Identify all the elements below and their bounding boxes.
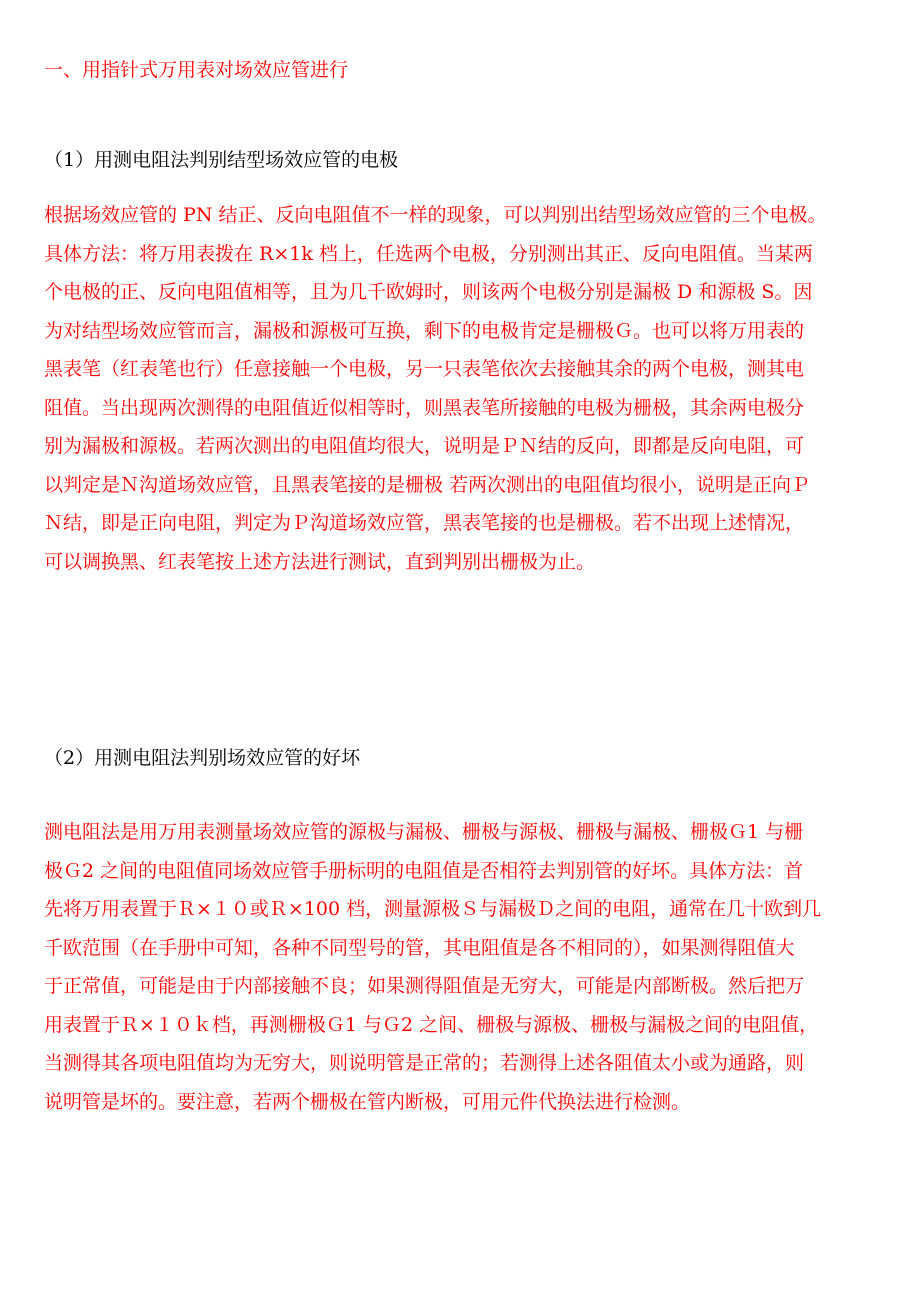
paragraph-line: 阻值。当出现两次测得的电阻值近似相等时，则黑表笔所接触的电极为栅极，其余两电极分: [44, 396, 805, 419]
paragraph-line: 以判定是Ｎ沟道场效应管，且黑表笔接的是栅极 若两次测出的电阻值均很小，说明是正向Ｐ: [44, 473, 811, 496]
paragraph-line: 个电极的正、反向电阻值相等，且为几千欧姆时，则该两个电极分别是漏极 D 和源极 S。因: [44, 281, 813, 303]
paragraph-line: 测电阻法是用万用表测量场效应管的源极与漏极、栅极与源极、栅极与漏极、栅极Ｇ1 与栅: [44, 821, 804, 843]
paragraph-line: 为对结型场效应管而言，漏极和源极可互换，剩下的电极肯定是栅极Ｇ。也可以将万用表的: [44, 319, 805, 342]
section-1-heading: （1）用测电阻法判别结型场效应管的电极: [44, 149, 399, 171]
paragraph-line: 可以调换黑、红表笔按上述方法进行测试，直到判别出栅极为止。: [44, 550, 596, 573]
paragraph-line: 千欧范围（在手册中可知，各种不同型号的管，其电阻值是各不相同的），如果测得阻值大: [44, 936, 795, 959]
section-2-heading: （2）用测电阻法判别场效应管的好坏: [44, 747, 361, 769]
paragraph-line: 具体方法：将万用表拨在 R×1k 档上，任选两个电极，分别测出其正、反向电阻值。当某两: [44, 242, 813, 265]
paragraph-line: 别为漏极和源极。若两次测出的电阻值均很大，说明是ＰＮ结的反向，即都是反向电阻，可: [44, 435, 805, 457]
paragraph-line: Ｎ结，即是正向电阻，判定为Ｐ沟道场效应管，黑表笔接的也是栅极。若不出现上述情况，: [44, 512, 805, 534]
document-title: 一、用指针式万用表对场效应管进行: [44, 59, 349, 81]
section-1-paragraph: [44, 196, 882, 581]
paragraph-line: 根据场效应管的 PN 结正、反向电阻值不一样的现象，可以判别出结型场效应管的三个电极。: [44, 204, 827, 226]
paragraph-line: 用表置于Ｒ×１０ｋ档，再测栅极Ｇ1 与Ｇ2 之间、栅极与源极、栅极与漏极之间的电阻值，: [44, 1013, 819, 1036]
paragraph-line: 当测得其各项电阻值均为无穷大，则说明管是正常的；若测得上述各阻值太小或为通路，则: [44, 1052, 805, 1074]
paragraph-line: 说明管是坏的。要注意，若两个栅极在管内断极，可用元件代换法进行检测。: [44, 1090, 691, 1113]
section-2-paragraph: [44, 813, 882, 1121]
paragraph-line: 黑表笔（红表笔也行）任意接触一个电极，另一只表笔依次去接触其余的两个电极，测其电: [44, 358, 805, 380]
paragraph-line: 极Ｇ2 之间的电阻值同场效应管手册标明的电阻值是否相符去判别管的好坏。具体方法：首: [44, 859, 804, 882]
paragraph-line: 先将万用表置于Ｒ×１０或Ｒ×100 档，测量源极Ｓ与漏极Ｄ之间的电阻，通常在几十欧到几: [44, 898, 822, 920]
paragraph-line: 于正常值，可能是由于内部接触不良；如果测得阻值是无穷大，可能是内部断极。然后把万: [44, 975, 805, 997]
